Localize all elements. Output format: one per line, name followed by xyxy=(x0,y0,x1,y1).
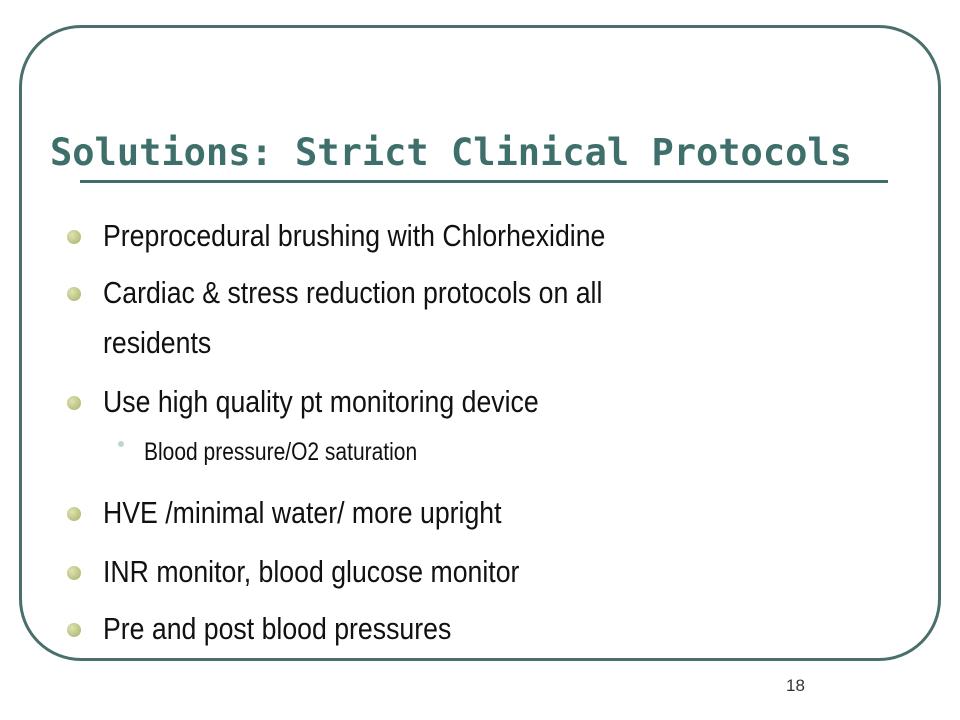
bullet-dot-icon xyxy=(67,287,81,301)
bullet-text: Cardiac & stress reduction protocols on all xyxy=(103,275,603,310)
sub-bullet-dot-icon xyxy=(118,441,124,447)
title-underline xyxy=(80,180,888,183)
slide-title: Solutions: Strict Clinical Protocols xyxy=(50,131,852,174)
bullet-text: INR monitor, blood glucose monitor xyxy=(103,554,520,589)
bullet-dot-icon xyxy=(67,230,81,244)
sub-bullet-text: Blood pressure/O2 saturation xyxy=(144,438,418,466)
bullet-text: Use high quality pt monitoring device xyxy=(103,384,539,419)
bullet-text: Preprocedural brushing with Chlorhexidine xyxy=(103,218,606,253)
bullet-dot-icon xyxy=(67,507,81,521)
bullet-dot-icon xyxy=(67,396,81,410)
bullet-text: Pre and post blood pressures xyxy=(103,611,452,646)
bullet-dot-icon xyxy=(67,566,81,580)
page-number: 18 xyxy=(786,676,805,695)
bullet-text: HVE /minimal water/ more upright xyxy=(103,495,502,530)
bullet-dot-icon xyxy=(67,623,81,637)
bullet-text-continuation: residents xyxy=(103,325,212,360)
